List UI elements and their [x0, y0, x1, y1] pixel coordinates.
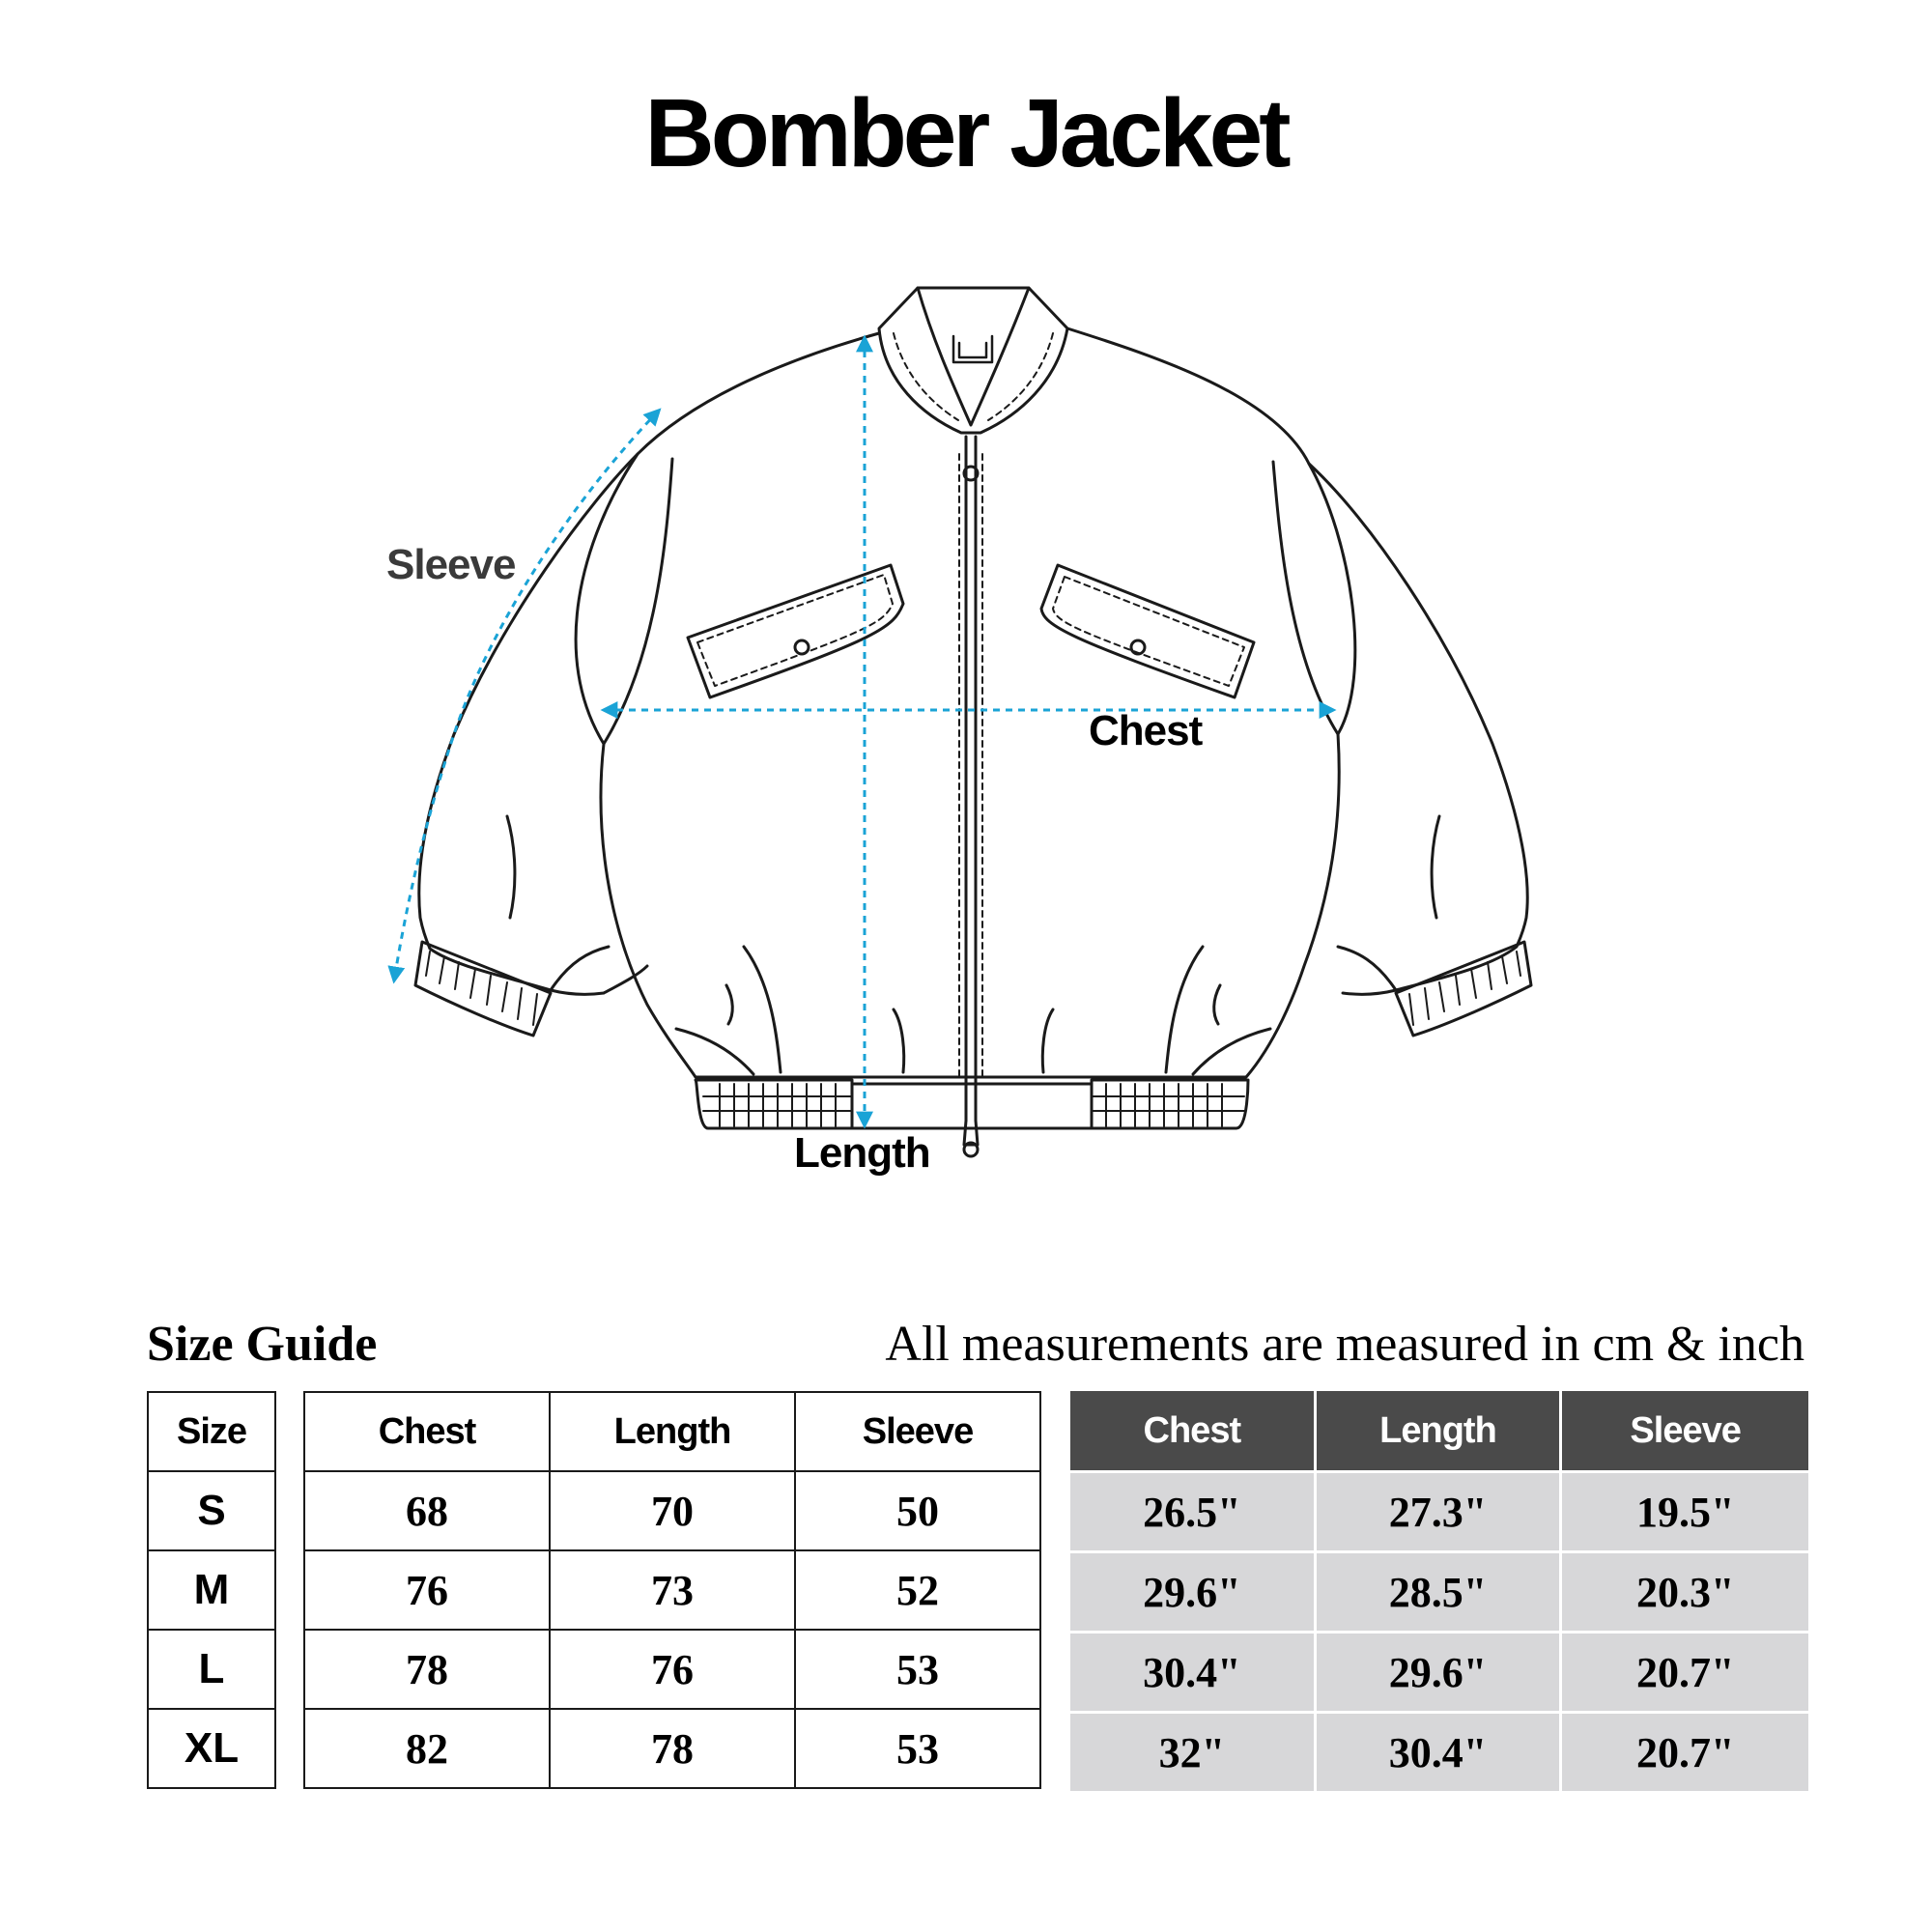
- right-cuff: [1396, 942, 1531, 1036]
- body-fold-1: [744, 947, 781, 1072]
- zipper: [966, 437, 976, 1121]
- size-cell: L: [148, 1630, 275, 1709]
- inch-sleeve-cell: 20.7": [1562, 1634, 1808, 1714]
- page-title: Bomber Jacket: [644, 79, 1288, 187]
- inch-length-header: Length: [1317, 1391, 1563, 1473]
- left-sleeve-inner: [604, 459, 672, 744]
- cm-measurements-table: [303, 1391, 1041, 1789]
- left-elbow-crease: [551, 947, 609, 990]
- inch-sleeve-cell: 19.5": [1562, 1473, 1808, 1553]
- body-fold-8: [1214, 985, 1220, 1024]
- size-column-table: [147, 1391, 276, 1789]
- length-label: Length: [794, 1129, 930, 1177]
- size-cell: XL: [148, 1709, 275, 1788]
- table-row: [1070, 1473, 1808, 1553]
- body-fold-3: [726, 985, 732, 1024]
- left-sleeve-fold: [507, 816, 515, 918]
- inch-sleeve-cell: 20.3": [1562, 1553, 1808, 1634]
- inch-sleeve-cell: 20.7": [1562, 1714, 1808, 1794]
- right-elbow-crease: [1338, 947, 1396, 990]
- inch-chest-cell: 26.5": [1070, 1473, 1317, 1553]
- inch-length-cell: 29.6": [1317, 1634, 1563, 1714]
- inch-chest-header: Chest: [1070, 1391, 1317, 1473]
- cm-length-header: Length: [550, 1392, 795, 1471]
- cm-chest-header: Chest: [304, 1392, 550, 1471]
- collar-hanger-loop: [953, 336, 992, 362]
- jacket-collar: [879, 288, 1067, 433]
- body-fold-7: [1193, 1029, 1270, 1074]
- table-row: [1070, 1714, 1808, 1794]
- cm-sleeve-cell: 53: [795, 1709, 1040, 1788]
- body-fold-6: [1166, 947, 1203, 1072]
- inch-length-cell: 30.4": [1317, 1714, 1563, 1794]
- left-pocket-button: [795, 640, 809, 654]
- cm-length-cell: 78: [550, 1709, 795, 1788]
- size-cell: S: [148, 1471, 275, 1550]
- cm-sleeve-cell: 50: [795, 1471, 1040, 1550]
- zipper-pull-bottom: [964, 1121, 978, 1145]
- zipper-stitch: [959, 454, 982, 1077]
- collar-stitch: [894, 333, 1053, 420]
- table-row: [1070, 1553, 1808, 1634]
- table-row: [304, 1550, 1040, 1630]
- inch-length-cell: 28.5": [1317, 1553, 1563, 1634]
- left-cuff: [415, 942, 551, 1036]
- cm-sleeve-header: Sleeve: [795, 1392, 1040, 1471]
- inch-chest-cell: 32": [1070, 1714, 1317, 1794]
- table-row: [304, 1709, 1040, 1788]
- cm-chest-cell: 68: [304, 1471, 550, 1550]
- cm-chest-cell: 82: [304, 1709, 550, 1788]
- right-pocket-stitch: [1053, 577, 1244, 686]
- right-pocket-flap: [1041, 565, 1254, 697]
- waistband-ribbing: [720, 1084, 1222, 1126]
- sleeve-label: Sleeve: [386, 541, 516, 588]
- left-pocket-flap: [688, 565, 903, 697]
- body-fold-4: [894, 1009, 904, 1072]
- cm-sleeve-cell: 52: [795, 1550, 1040, 1630]
- table-row: [304, 1471, 1040, 1550]
- cm-length-cell: 70: [550, 1471, 795, 1550]
- inch-sleeve-header: Sleeve: [1562, 1391, 1808, 1473]
- right-sleeve-fold: [1432, 816, 1439, 918]
- inch-chest-cell: 29.6": [1070, 1553, 1317, 1634]
- cm-chest-cell: 78: [304, 1630, 550, 1709]
- inch-length-cell: 27.3": [1317, 1473, 1563, 1553]
- chest-label: Chest: [1089, 707, 1203, 754]
- left-cuff-ribbing: [426, 952, 537, 1025]
- cm-sleeve-cell: 53: [795, 1630, 1040, 1709]
- measurement-note: All measurements are measured in cm & inch: [885, 1317, 1804, 1372]
- size-guide-title: Size Guide: [147, 1317, 378, 1372]
- table-row: [304, 1630, 1040, 1709]
- body-fold-5: [1042, 1009, 1053, 1072]
- right-cuff-ribbing: [1409, 952, 1520, 1025]
- inch-measurements-table: [1070, 1391, 1808, 1794]
- inch-chest-cell: 30.4": [1070, 1634, 1317, 1714]
- sleeve-measure-line: [394, 411, 659, 980]
- size-cell: M: [148, 1550, 275, 1630]
- cm-chest-cell: 76: [304, 1550, 550, 1630]
- cm-length-cell: 73: [550, 1550, 795, 1630]
- table-row: [1070, 1634, 1808, 1714]
- size-header: Size: [148, 1392, 275, 1471]
- jacket-outline: [415, 288, 1531, 1156]
- cm-length-cell: 76: [550, 1630, 795, 1709]
